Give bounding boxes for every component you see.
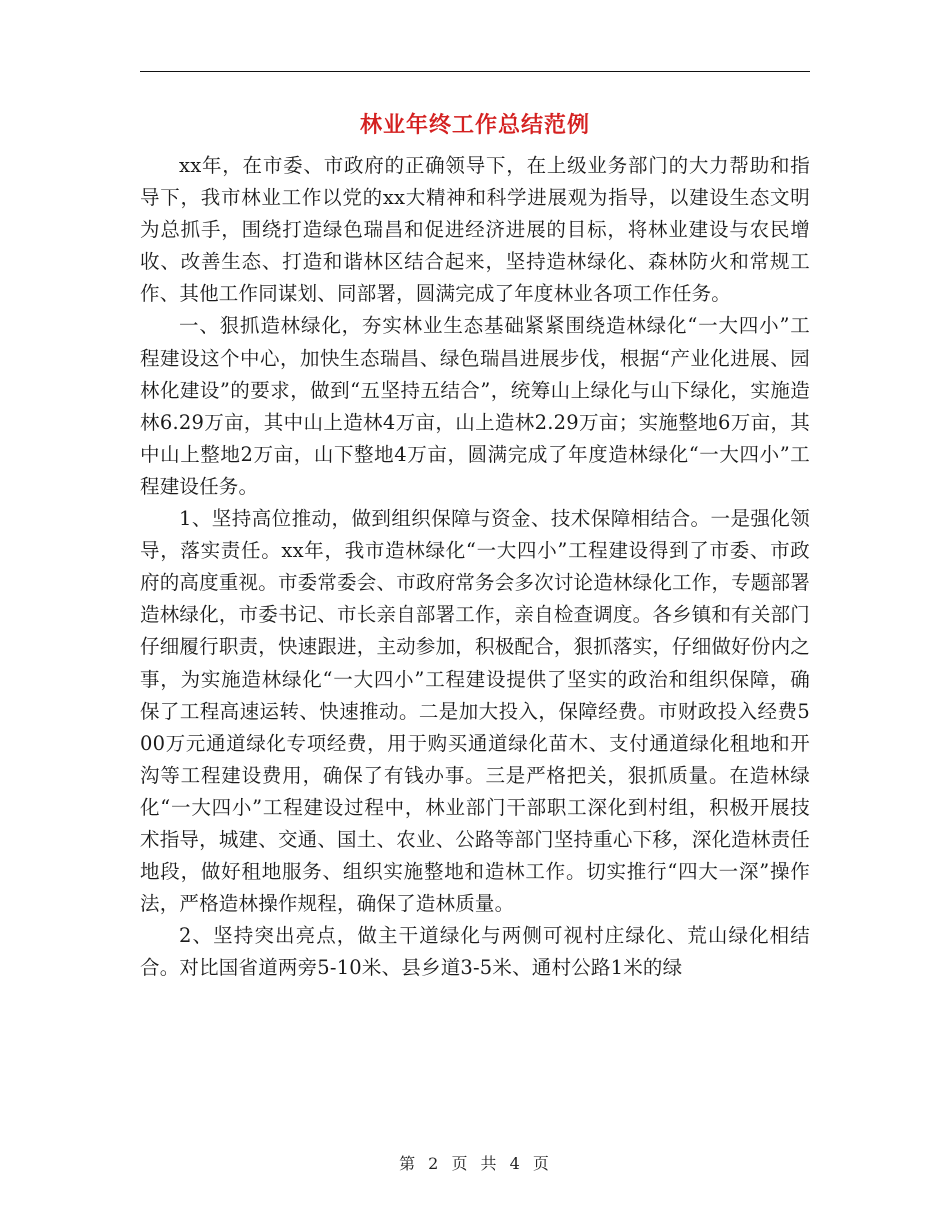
paragraph-item-1: 1、坚持高位推动，做到组织保障与资金、技术保障相结合。一是强化领导，落实责任。xx年，我市造林绿化“一大四小”工程建设得到了市委、市政府的高度重视。市委常委会、市政府常务会多次讨论造林绿化工作，专题部署造林绿化，市委书记、市长亲自部署工作，亲自检查调度。各乡镇和有关部门仔细履行职责，快速跟进，主动参加，积极配合，狠抓落实，仔细做好份内之事，为实施造林绿化“一大四小”工程建设提供了坚实的政治和组织保障，确保了工程高速运转、快速推动。二是加大投入，保障经费。市财政投入经费500万元通道绿化专项经费，用于购买通道绿化苗木、支付通道绿化租地和开沟等工程建设费用，确保了有钱办事。三是严格把关，狠抓质量。在造林绿化“一大四小”工程建设过程中，林业部门干部职工深化到村组，积极开展技术指导，城建、交通、国土、农业、公路等部门坚持重心下移，深化造林责任地段，做好租地服务、组织实施整地和造林工作。切实推行“四大一深”操作法，严格造林操作规程，确保了造林质量。 bbox=[140, 507, 810, 916]
document-title: 林业年终工作总结范例 bbox=[359, 113, 590, 138]
paragraph-item-2: 2、坚持突出亮点，做主干道绿化与两侧可视村庄绿化、荒山绿化相结合。对比国省道两旁5-10米、县乡道3-5米、通村公路1米的绿 bbox=[140, 924, 810, 980]
page-number-footer: 第 2 页 共 4 页 bbox=[399, 1154, 551, 1173]
document-body bbox=[140, 150, 810, 984]
paragraph-section-1: 一、狠抓造林绿化，夯实林业生态基础紧紧围绕造林绿化“一大四小”工程建设这个中心，加快生态瑞昌、绿色瑞昌进展步伐，根据“产业化进展、园林化建设”的要求，做到“五坚持五结合”，统筹山上绿化与山下绿化，实施造林6.29万亩，其中山上造林4万亩，山上造林2.29万亩；实施整地6万亩，其中山上整地2万亩，山下整地4万亩，圆满完成了年度造林绿化“一大四小”工程建设任务。 bbox=[140, 314, 810, 498]
header-rule bbox=[140, 71, 810, 72]
paragraph-intro: xx年，在市委、市政府的正确领导下，在上级业务部门的大力帮助和指导下，我市林业工作以党的xx大精神和科学进展观为指导，以建设生态文明为总抓手，围绕打造绿色瑞昌和促进经济进展的目标，将林业建设与农民增收、改善生态、打造和谐林区结合起来，坚持造林绿化、森林防火和常规工作、其他工作同谋划、同部署，圆满完成了年度林业各项工作任务。 bbox=[140, 154, 810, 306]
